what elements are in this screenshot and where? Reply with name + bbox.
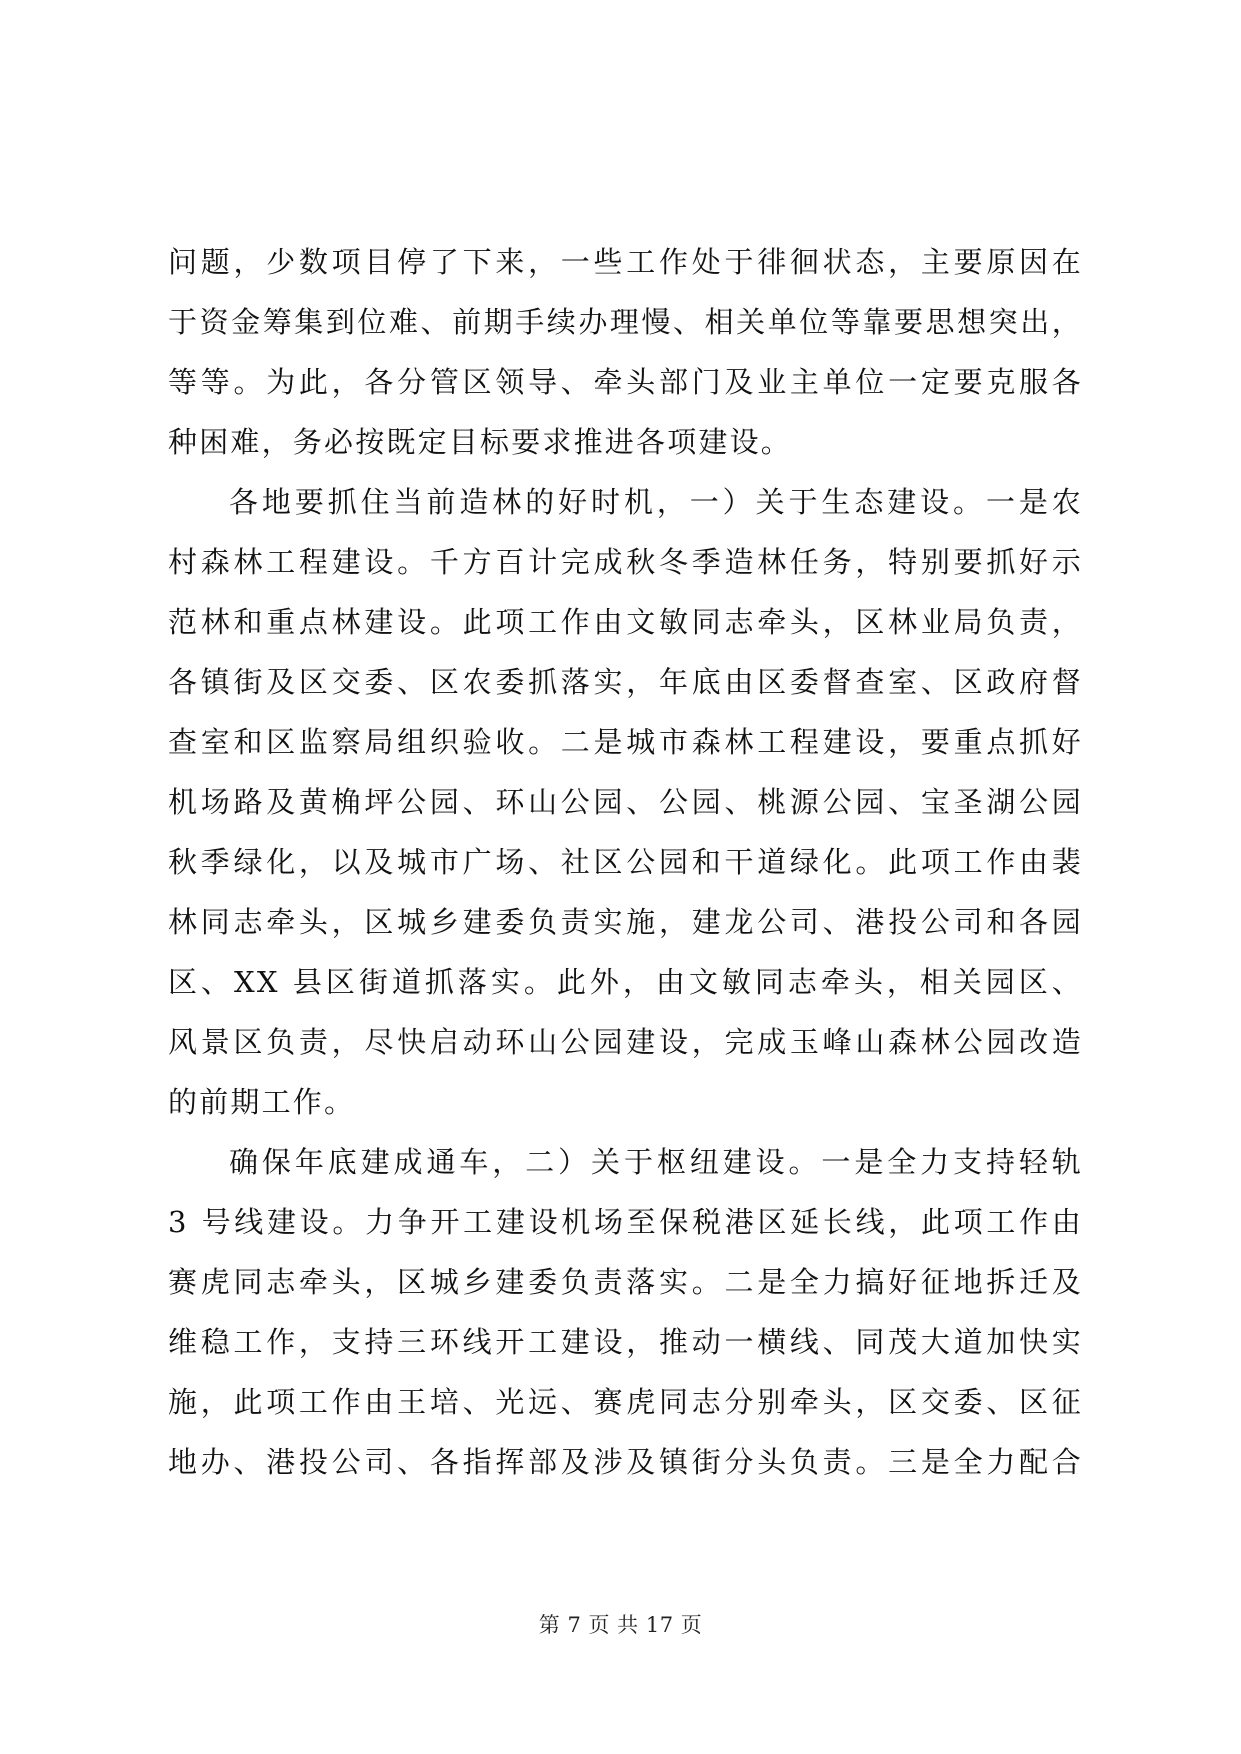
text-line: 种困难，务必按既定目标要求推进各项建设。 [168, 425, 793, 459]
page-footer: 第 7 页 共 17 页 [538, 1613, 703, 1637]
text-line: 查室和区监察局组织验收。二是城市森林工程建设，要重点抓好 [168, 725, 1083, 759]
text-line: 于资金筹集到位难、前期手续办理慢、相关单位等靠要思想突出， [168, 305, 1083, 339]
text-line: 地办、港投公司、各指挥部及涉及镇街分头负责。三是全力配合 [168, 1445, 1083, 1479]
text-line: 等等。为此，各分管区领导、牵头部门及业主单位一定要克服各 [168, 365, 1083, 399]
text-line: 的前期工作。 [168, 1085, 356, 1119]
text-line: 秋季绿化，以及城市广场、社区公园和干道绿化。此项工作由裴 [168, 845, 1083, 879]
text-line: 问题，少数项目停了下来，一些工作处于徘徊状态，主要原因在 [168, 245, 1083, 279]
text-line: 3 号线建设。力争开工建设机场至保税港区延长线，此项工作由 [168, 1205, 1083, 1239]
text-line: 机场路及黄桷坪公园、环山公园、公园、桃源公园、宝圣湖公园 [168, 785, 1083, 819]
text-line: 林同志牵头，区城乡建委负责实施，建龙公司、港投公司和各园 [168, 905, 1083, 939]
text-line: 风景区负责，尽快启动环山公园建设，完成玉峰山森林公园改造 [168, 1025, 1083, 1059]
paragraph-start-line: 各地要抓住当前造林的好时机，一）关于生态建设。一是农 [229, 485, 1083, 519]
text-line: 施，此项工作由王培、光远、赛虎同志分别牵头，区交委、区征 [168, 1385, 1083, 1419]
paragraph-start-line: 确保年底建成通车，二）关于枢纽建设。一是全力支持轻轨 [229, 1145, 1083, 1179]
text-line: 维稳工作，支持三环线开工建设，推动一横线、同茂大道加快实 [168, 1325, 1083, 1359]
text-line: 区、XX 县区街道抓落实。此外，由文敏同志牵头，相关园区、 [168, 965, 1083, 999]
text-line: 各镇街及区交委、区农委抓落实，年底由区委督查室、区政府督 [168, 665, 1083, 699]
body-text [168, 232, 1083, 1492]
text-line: 范林和重点林建设。此项工作由文敏同志牵头，区林业局负责， [168, 605, 1083, 639]
text-line: 村森林工程建设。千方百计完成秋冬季造林任务，特别要抓好示 [168, 545, 1083, 579]
text-line: 赛虎同志牵头，区城乡建委负责落实。二是全力搞好征地拆迁及 [168, 1265, 1083, 1299]
